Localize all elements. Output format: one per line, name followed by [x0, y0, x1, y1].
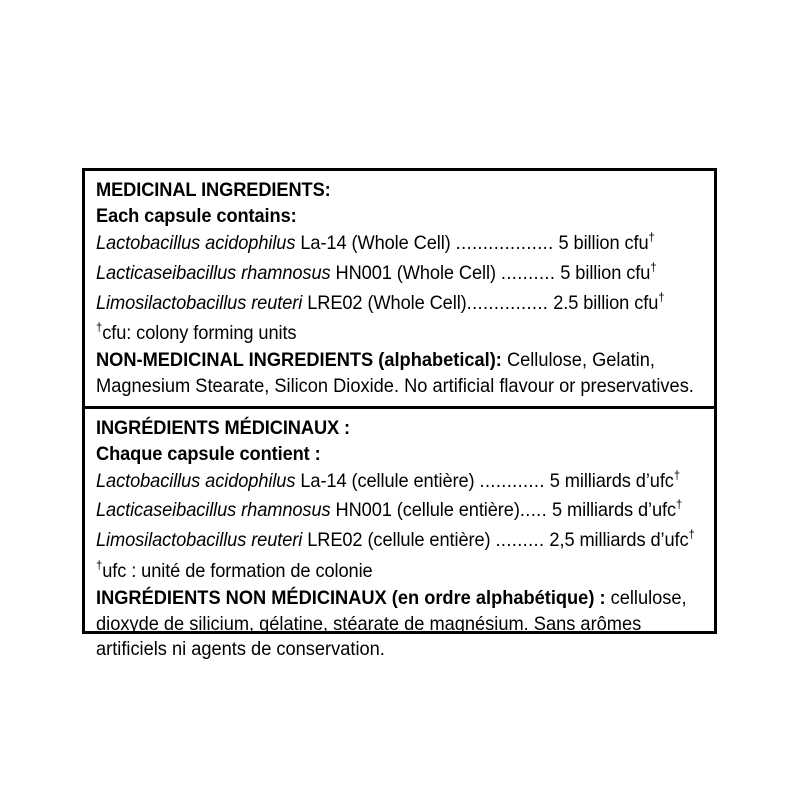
- french-ingredient-amount-2: 5 milliards d’ufc: [547, 499, 677, 522]
- english-ingredient-row-3: [96, 289, 664, 319]
- english-ingredient-leader-1: ..................: [455, 232, 554, 254]
- english-ingredient-amount-3: 2.5 billion cfu: [548, 291, 659, 314]
- french-ingredient-dagger-3: †: [688, 527, 695, 542]
- french-ingredient-strain-1: La-14 (cellule entière): [295, 469, 480, 492]
- english-ingredient-amount-2: 5 billion cfu: [555, 261, 651, 284]
- french-footnote-text: ufc : unité de formation de colonie: [102, 559, 373, 582]
- french-ingredient-dagger-1: †: [673, 468, 681, 483]
- english-ingredient-species-3: Limosilactobacillus reuteri: [96, 291, 303, 314]
- french-footnote: [96, 556, 664, 586]
- french-heading: INGRÉDIENTS MÉDICINAUX :: [96, 416, 351, 439]
- english-ingredient-dagger-2: †: [650, 260, 657, 275]
- french-footnote-marker: †: [96, 558, 103, 573]
- english-non-medicinal-paragraph: [96, 348, 704, 399]
- french-ingredient-strain-3: LRE02 (cellule entière): [302, 529, 496, 552]
- french-ingredient-row-3: [96, 526, 695, 556]
- french-non-medicinal-text: cellulose, dioxyde de silicium, gélatine, stéarate de magnésium. Sans arômes artificiels ni agents de conservation.: [96, 586, 687, 661]
- english-footnote-text: cfu: colony forming units: [102, 322, 297, 345]
- french-ingredient-amount-3: 2,5 milliards d’ufc: [544, 529, 689, 552]
- english-ingredient-dagger-3: †: [658, 290, 665, 305]
- english-ingredient-row-1: [96, 229, 664, 259]
- english-non-medicinal-text: Cellulose, Gelatin, Magnesium Stearate, Silicon Dioxide. No artificial flavour or preservatives.: [96, 349, 694, 397]
- english-ingredient-amount-1: 5 billion cfu: [553, 232, 649, 254]
- english-ingredient-dagger-1: †: [648, 230, 655, 245]
- english-subheading: Each capsule contains:: [96, 205, 297, 227]
- english-footnote-marker: †: [96, 320, 103, 335]
- french-ingredient-strain-2: HN001 (cellule entière): [330, 499, 520, 522]
- french-ingredient-species-3: Limosilactobacillus reuteri: [96, 529, 303, 552]
- ingredients-label-panel: [82, 168, 717, 661]
- english-ingredient-strain-3: LRE02 (Whole Cell): [302, 291, 467, 314]
- english-ingredient-strain-2: HN001 (Whole Cell): [330, 261, 501, 284]
- french-non-medicinal-label: INGRÉDIENTS NON MÉDICINAUX (en ordre alphabétique) :: [96, 586, 606, 609]
- english-non-medicinal-label: NON-MEDICINAL INGREDIENTS (alphabetical):: [96, 349, 502, 372]
- french-ingredient-dagger-2: †: [676, 497, 683, 512]
- french-ingredient-row-2: [96, 496, 683, 526]
- english-heading: MEDICINAL INGREDIENTS:: [96, 179, 331, 201]
- english-ingredient-species-2: Lacticaseibacillus rhamnosus: [96, 261, 331, 284]
- french-non-medicinal-paragraph: [96, 586, 704, 663]
- french-ingredient-species-1: Lactobacillus acidophilus: [96, 469, 296, 492]
- french-subheading: Chaque capsule contient :: [96, 442, 321, 465]
- french-ingredient-amount-1: 5 milliards d’ufc: [544, 469, 674, 492]
- french-ingredient-leader-1: ............: [479, 469, 545, 492]
- english-ingredient-strain-1: La-14 (Whole Cell): [295, 232, 456, 254]
- english-ingredient-leader-3: ...............: [466, 291, 549, 314]
- french-ingredient-species-2: Lacticaseibacillus rhamnosus: [96, 499, 331, 522]
- medicinal-ingredients-section-french: [85, 409, 714, 669]
- english-ingredient-species-1: Lactobacillus acidophilus: [96, 232, 296, 254]
- french-ingredient-leader-2: .....: [519, 499, 548, 522]
- english-footnote: [96, 318, 664, 348]
- french-ingredient-row-1: [96, 467, 681, 497]
- english-ingredient-leader-2: ..........: [500, 261, 556, 284]
- medicinal-ingredients-section-english: [85, 171, 714, 409]
- french-ingredient-leader-3: .........: [495, 529, 545, 552]
- english-ingredient-row-2: [96, 259, 664, 289]
